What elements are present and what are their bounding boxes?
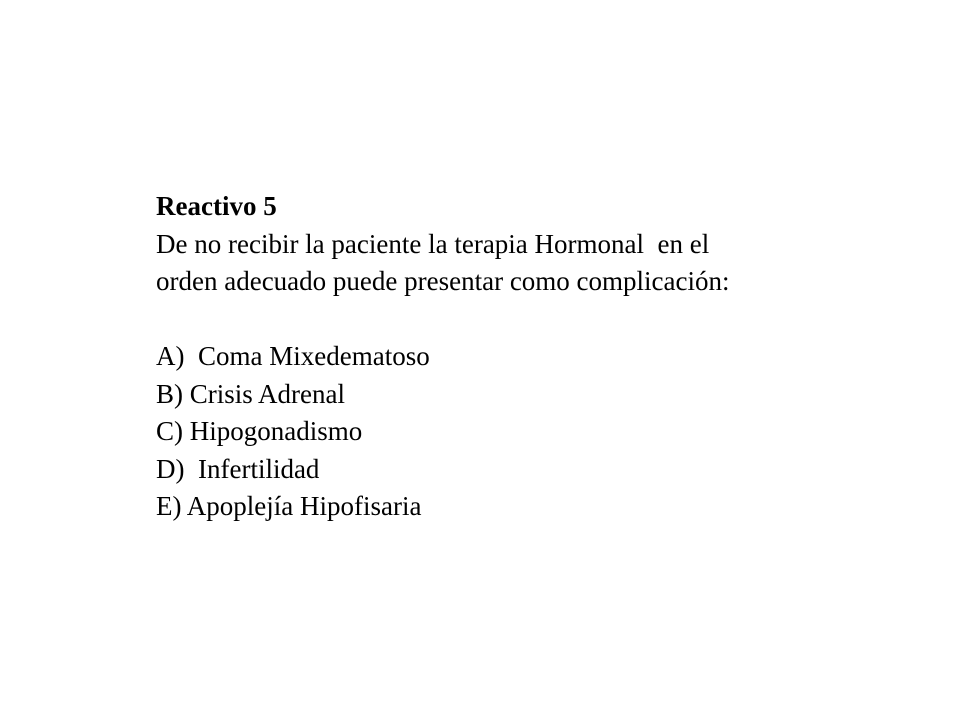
- question-block: [156, 188, 916, 526]
- spacer: [156, 301, 916, 339]
- option-d: D) Infertilidad: [156, 453, 320, 484]
- question-stem-line-1: De no recibir la paciente la terapia Hormonal en el: [156, 228, 710, 259]
- question-stem-line-2: orden adecuado puede presentar como complicación:: [156, 266, 730, 296]
- option-b: B) Crisis Adrenal: [156, 378, 345, 409]
- option-a: A) Coma Mixedematoso: [156, 341, 430, 371]
- option-c: C) Hipogonadismo: [156, 416, 363, 446]
- options-list: [156, 338, 916, 526]
- option-e: E) Apoplejía Hipofisaria: [156, 491, 422, 521]
- question-title: Reactivo 5: [156, 191, 277, 221]
